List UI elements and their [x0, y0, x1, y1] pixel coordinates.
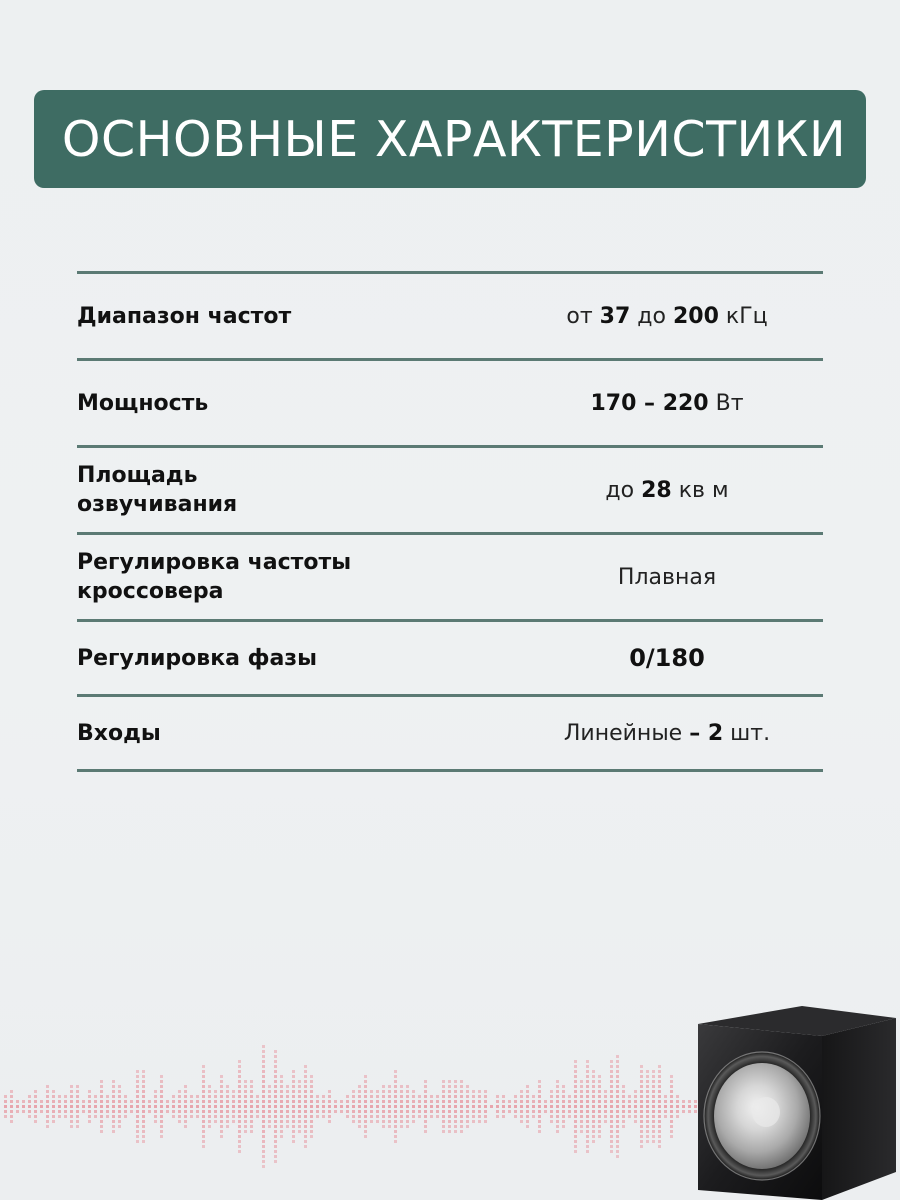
spec-label: Регулировка частоты кроссовера	[77, 550, 352, 604]
spec-row-power	[77, 361, 823, 445]
spec-value: 170 – 220 Вт	[590, 390, 744, 416]
spec-row-coverage-area	[77, 448, 823, 532]
spec-label: Мощность	[77, 390, 209, 416]
subwoofer-image	[692, 1004, 900, 1200]
spec-value: Плавная	[617, 564, 717, 590]
spec-label: Регулировка фазы	[77, 645, 317, 671]
divider	[77, 769, 823, 772]
spec-row-phase-adjustment	[77, 622, 823, 694]
title-banner	[34, 90, 866, 188]
sound-wave-graphic	[0, 1030, 720, 1180]
spec-row-inputs	[77, 697, 823, 769]
spec-label: Площадь озвучивания	[77, 463, 238, 517]
spec-value: до 28 кв м	[605, 477, 729, 503]
spec-label: Диапазон частот	[77, 303, 292, 329]
spec-value: от 37 до 200 кГц	[566, 303, 768, 329]
spec-value: 0/180	[629, 644, 705, 672]
spec-row-frequency-range	[77, 274, 823, 358]
spec-value: Линейные – 2 шт.	[563, 720, 771, 746]
specs-table	[77, 271, 823, 772]
page-title: ОСНОВНЫЕ ХАРАКТЕРИСТИКИ	[61, 110, 847, 168]
spec-label: Входы	[77, 720, 161, 746]
spec-row-crossover-adjustment	[77, 535, 823, 619]
